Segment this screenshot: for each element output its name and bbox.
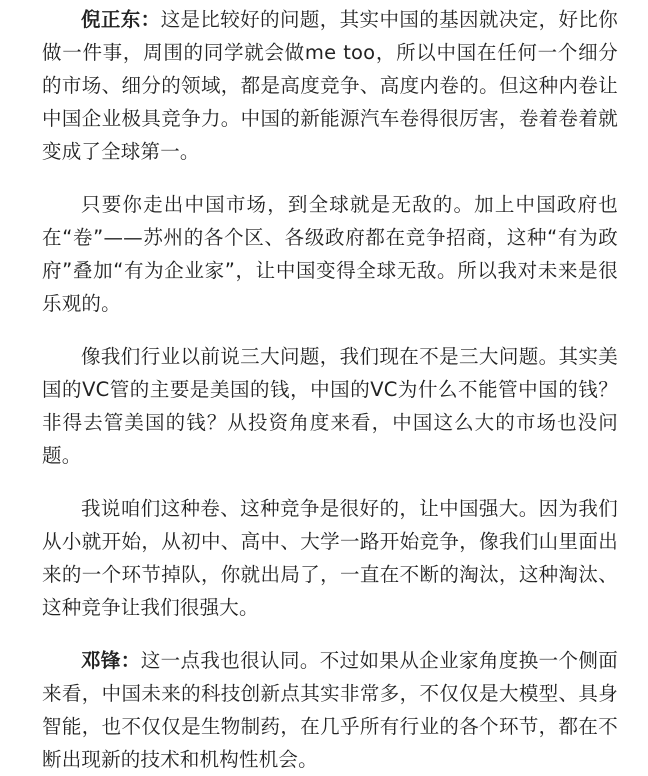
paragraph-text: 我说咱们这种卷、这种竞争是很好的，让中国强大。因为我们从小就开始，从初中、高中、大学一路开始竞争，像我们山里面出来的一个环节掉队，你就出局了，一直在不断的淘汰，这种淘汰、这种竞争让我们很强大。: [42, 497, 618, 619]
paragraph-text: 像我们行业以前说三大问题，我们现在不是三大问题。其实美国的VC管的主要是美国的钱，中国的VC为什么不能管中国的钱？非得去管美国的钱？从投资角度来看，中国这么大的市场也没问题。: [42, 345, 618, 467]
paragraph-1: [42, 3, 618, 168]
paragraph-text: 这是比较好的问题，其实中国的基因就决定，好比你做一件事，周围的同学就会做me too，所以中国在任何一个细分的市场、细分的领域，都是高度竞争、高度内卷的。但这种内卷让中国企业极具竞争力。中国的新能源汽车卷得很厉害，卷着卷着就变成了全球第一。: [42, 8, 618, 163]
paragraph-4: [42, 492, 618, 624]
paragraph-text: 这一点我也很认同。不过如果从企业家角度换一个侧面来看，中国未来的科技创新点其实非常多，不仅仅是大模型、具身智能，也不仅仅是生物制药，在几乎所有行业的各个环节，都在不断出现新的技术和机构性机会。: [42, 649, 618, 771]
paragraph-2: [42, 188, 618, 320]
paragraph-5: [42, 644, 618, 776]
paragraph-3: [42, 340, 618, 472]
paragraph-text: 只要你走出中国市场，到全球就是无敌的。加上中国政府也在“卷”——苏州的各个区、各级政府都在竞争招商，这种“有为政府”叠加“有为企业家”，让中国变得全球无敌。所以我对未来是很乐观的。: [42, 193, 618, 315]
speaker-name: 邓锋：: [81, 649, 141, 672]
speaker-name: 倪正东：: [81, 8, 161, 31]
